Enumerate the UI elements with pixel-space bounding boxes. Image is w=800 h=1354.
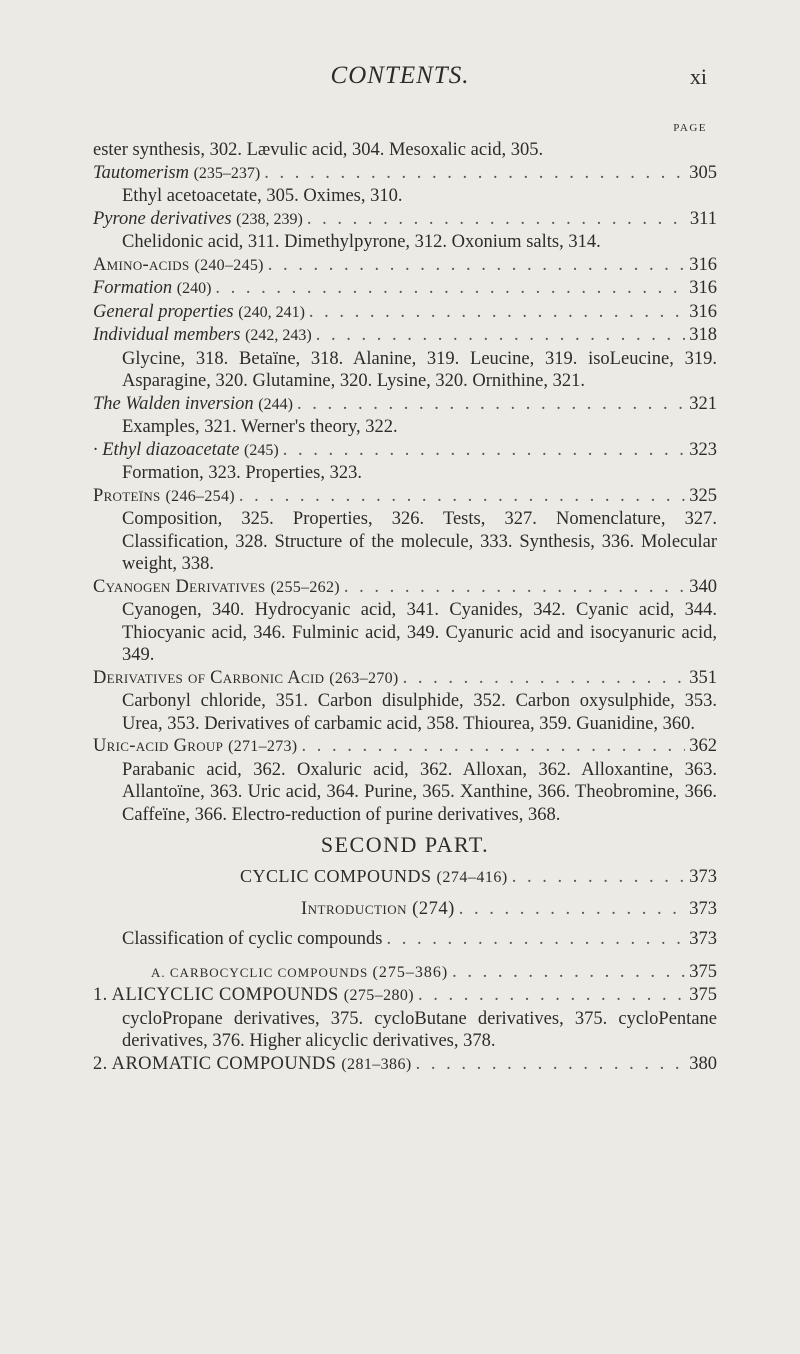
- toc-subentries: Glycine, 318. Betaïne, 318. Alanine, 319. Leucine, 319. isoLeucine, 319. Asparagine, 320. Glutamine, 320. Lysine, 320. Ornithine, 321.: [122, 348, 717, 391]
- table-of-contents: [93, 139, 717, 1076]
- toc-subentries: Examples, 321. Werner's theory, 322.: [122, 417, 398, 437]
- toc-entry[interactable]: [93, 277, 717, 301]
- toc-entry[interactable]: [93, 439, 717, 463]
- entry-page: 318: [689, 325, 717, 345]
- dot-leader: [403, 667, 686, 690]
- dot-leader: [452, 961, 685, 984]
- entry-title-text: A. CARBOCYCLIC COMPOUNDS: [151, 964, 369, 980]
- entry-range: (275–386): [372, 963, 449, 981]
- entry-title: [93, 208, 303, 232]
- entry-title: [151, 962, 448, 985]
- toc-subentries: Chelidonic acid, 311. Dimethylpyrone, 312. Oxonium salts, 314.: [122, 232, 601, 252]
- entry-range: (244): [258, 395, 293, 413]
- entry-page: 325: [689, 485, 717, 506]
- entry-title-text: Formation: [93, 278, 173, 298]
- entry-range: (238, 239): [236, 210, 303, 228]
- entry-page: 351: [689, 667, 717, 688]
- entry-page: 316: [689, 301, 717, 322]
- entry-page: 305: [689, 162, 717, 183]
- toc-entry[interactable]: [93, 162, 717, 186]
- entry-page: 316: [689, 278, 717, 298]
- entry-page: 380: [689, 1053, 717, 1074]
- entry-page: 375: [689, 961, 717, 982]
- entry-page: 311: [689, 208, 717, 229]
- running-title: CONTENTS.: [330, 62, 470, 89]
- toc-entry[interactable]: [93, 254, 717, 278]
- entry-range: (240, 241): [238, 303, 305, 321]
- entry-range: (274–416): [436, 869, 508, 886]
- entry-page: 323: [689, 439, 717, 460]
- toc-entry[interactable]: [93, 735, 717, 759]
- page-number: xi: [689, 64, 707, 89]
- spacer: [93, 890, 717, 898]
- entry-page: 321: [689, 393, 717, 414]
- entry-title: [93, 485, 235, 509]
- entry-title-text: The Walden inversion: [93, 393, 254, 414]
- entry-title-text: Tautomerism: [93, 162, 189, 183]
- toc-subentries: Formation, 323. Properties, 323.: [122, 463, 362, 483]
- dot-leader: [416, 1053, 686, 1076]
- entry-page: 362: [689, 736, 717, 756]
- entry-title-text: Individual members: [93, 325, 241, 345]
- entry-range: (271–273): [228, 738, 298, 755]
- toc-entry[interactable]: [93, 324, 717, 348]
- part-heading: SECOND PART.: [320, 832, 490, 857]
- toc-entry-classification[interactable]: [93, 928, 717, 951]
- running-head: [0, 62, 800, 92]
- dot-leader: [344, 576, 685, 599]
- dot-leader: [239, 485, 685, 508]
- toc-subentries: Ethyl acetoacetate, 305. Oximes, 310.: [122, 186, 403, 206]
- entry-range: (246–254): [165, 487, 235, 505]
- toc-entry[interactable]: [93, 208, 717, 232]
- entry-title: [93, 301, 305, 325]
- entry-title-text: Derivatives of Carbonic Acid: [93, 667, 325, 688]
- entry-title: [240, 865, 508, 890]
- entry-title: [93, 254, 264, 278]
- entry-title: [93, 393, 293, 417]
- entry-title: [93, 162, 260, 186]
- toc-subentries: Cyanogen, 340. Hydrocyanic acid, 341. Cyanides, 342. Cyanic acid, 344. Thiocyanic acid, 346. Fulminic acid, 349. Cyanuric acid and isocyanuric acid, 349.: [122, 600, 717, 665]
- entry-page: 375: [689, 985, 717, 1005]
- entry-title-text: · Ethyl diazoacetate: [93, 439, 240, 460]
- dot-leader: [297, 393, 685, 416]
- entry-title-text: Cyanogen Derivatives: [93, 576, 266, 597]
- toc-entry-aromatic[interactable]: [93, 1053, 717, 1077]
- toc-entry-introduction[interactable]: [93, 898, 717, 921]
- entry-title-text: Classification of cyclic compounds: [122, 929, 383, 949]
- entry-range: (240): [176, 280, 212, 297]
- toc-subentries: Carbonyl chloride, 351. Carbon disulphide, 352. Carbon oxysulphide, 353. Urea, 353. Derivatives of carbamic acid, 358. Thiourea, 359. Guanidine, 360.: [122, 691, 717, 734]
- dot-leader: [301, 735, 685, 758]
- dot-leader: [309, 301, 685, 324]
- entry-title: [93, 735, 297, 759]
- entry-title: [93, 984, 414, 1008]
- toc-subentries-alicyclic: cycloPropane derivatives, 375. cycloButane derivatives, 375. cycloPentane derivatives, 376. Higher alicyclic derivatives, 378.: [122, 1008, 717, 1051]
- toc-entry[interactable]: [93, 576, 717, 600]
- entry-title: [93, 576, 340, 600]
- entry-title: [93, 277, 211, 301]
- entry-range: (255–262): [270, 578, 340, 596]
- dot-leader: [215, 277, 685, 300]
- entry-title: [93, 439, 279, 463]
- entry-title-text: 1. ALICYCLIC COMPOUNDS: [93, 985, 339, 1005]
- entry-range: (275–280): [343, 987, 415, 1004]
- entry-page: 373: [689, 898, 717, 919]
- toc-subentries: ester synthesis, 302. Lævulic acid, 304. Mesoxalic acid, 305.: [93, 140, 544, 160]
- dot-leader: [307, 208, 686, 231]
- entry-title-text: General properties: [93, 301, 234, 322]
- dot-leader: [459, 898, 686, 921]
- toc-subentries: Composition, 325. Properties, 326. Tests, 327. Nomenclature, 327. Classification, 328. Structure of the molecule, 333. Synthesis, 336. Molecular weight, 338.: [122, 509, 717, 574]
- entry-range: (263–270): [329, 669, 399, 687]
- dot-leader: [386, 928, 685, 951]
- entry-title-text: CYCLIC COMPOUNDS: [240, 866, 432, 886]
- toc-entries: [93, 139, 717, 826]
- entry-range: (240–245): [194, 256, 264, 274]
- entry-title: [93, 1053, 412, 1077]
- entry-page: 373: [689, 867, 717, 887]
- toc-entry-carbocyclic[interactable]: [93, 961, 717, 985]
- entry-title-text: Introduction: [301, 898, 408, 919]
- entry-title-text: Proteïns: [93, 485, 161, 506]
- toc-entry[interactable]: [93, 393, 717, 417]
- dot-leader: [512, 866, 686, 889]
- entry-title-text: Pyrone derivatives: [93, 208, 232, 229]
- entry-range: (242, 243): [245, 327, 312, 344]
- toc-subentries: Parabanic acid, 362. Oxaluric acid, 362. Alloxan, 362. Alloxantine, 363. Allantoïne, 363. Uric acid, 364. Purine, 365. Xanthine, 366. Theobromine, 366. Caffeïne, 366. Electro-reduction of purine derivatives, 368.: [122, 759, 717, 825]
- page-column-label: PAGE: [673, 122, 707, 134]
- entry-title-text: Uric-acid Group: [93, 736, 224, 756]
- dot-leader: [418, 984, 685, 1007]
- entry-range: (274): [412, 898, 455, 919]
- entry-title: [93, 324, 312, 348]
- dot-leader: [264, 162, 685, 185]
- entry-range: (235–237): [193, 164, 261, 182]
- dot-leader: [283, 439, 686, 462]
- dot-leader: [268, 254, 685, 277]
- entry-page: 340: [689, 576, 717, 597]
- entry-title-text: 2. AROMATIC COMPOUNDS: [93, 1053, 337, 1074]
- toc-entry-alicyclic[interactable]: [93, 984, 717, 1008]
- toc-entry-cyclic-compounds[interactable]: [93, 865, 717, 890]
- entry-page: 316: [689, 254, 717, 275]
- spacer: [93, 920, 717, 928]
- entry-page: 373: [689, 929, 717, 949]
- entry-range: (245): [244, 441, 279, 459]
- entry-title: [93, 667, 399, 691]
- dot-leader: [316, 324, 686, 347]
- toc-entry[interactable]: [93, 667, 717, 691]
- entry-title-text: Amino-acids: [93, 254, 190, 275]
- entry-title: [301, 898, 455, 921]
- toc-entry[interactable]: [93, 485, 717, 509]
- entry-range: (281–386): [341, 1055, 412, 1073]
- toc-entry[interactable]: [93, 301, 717, 325]
